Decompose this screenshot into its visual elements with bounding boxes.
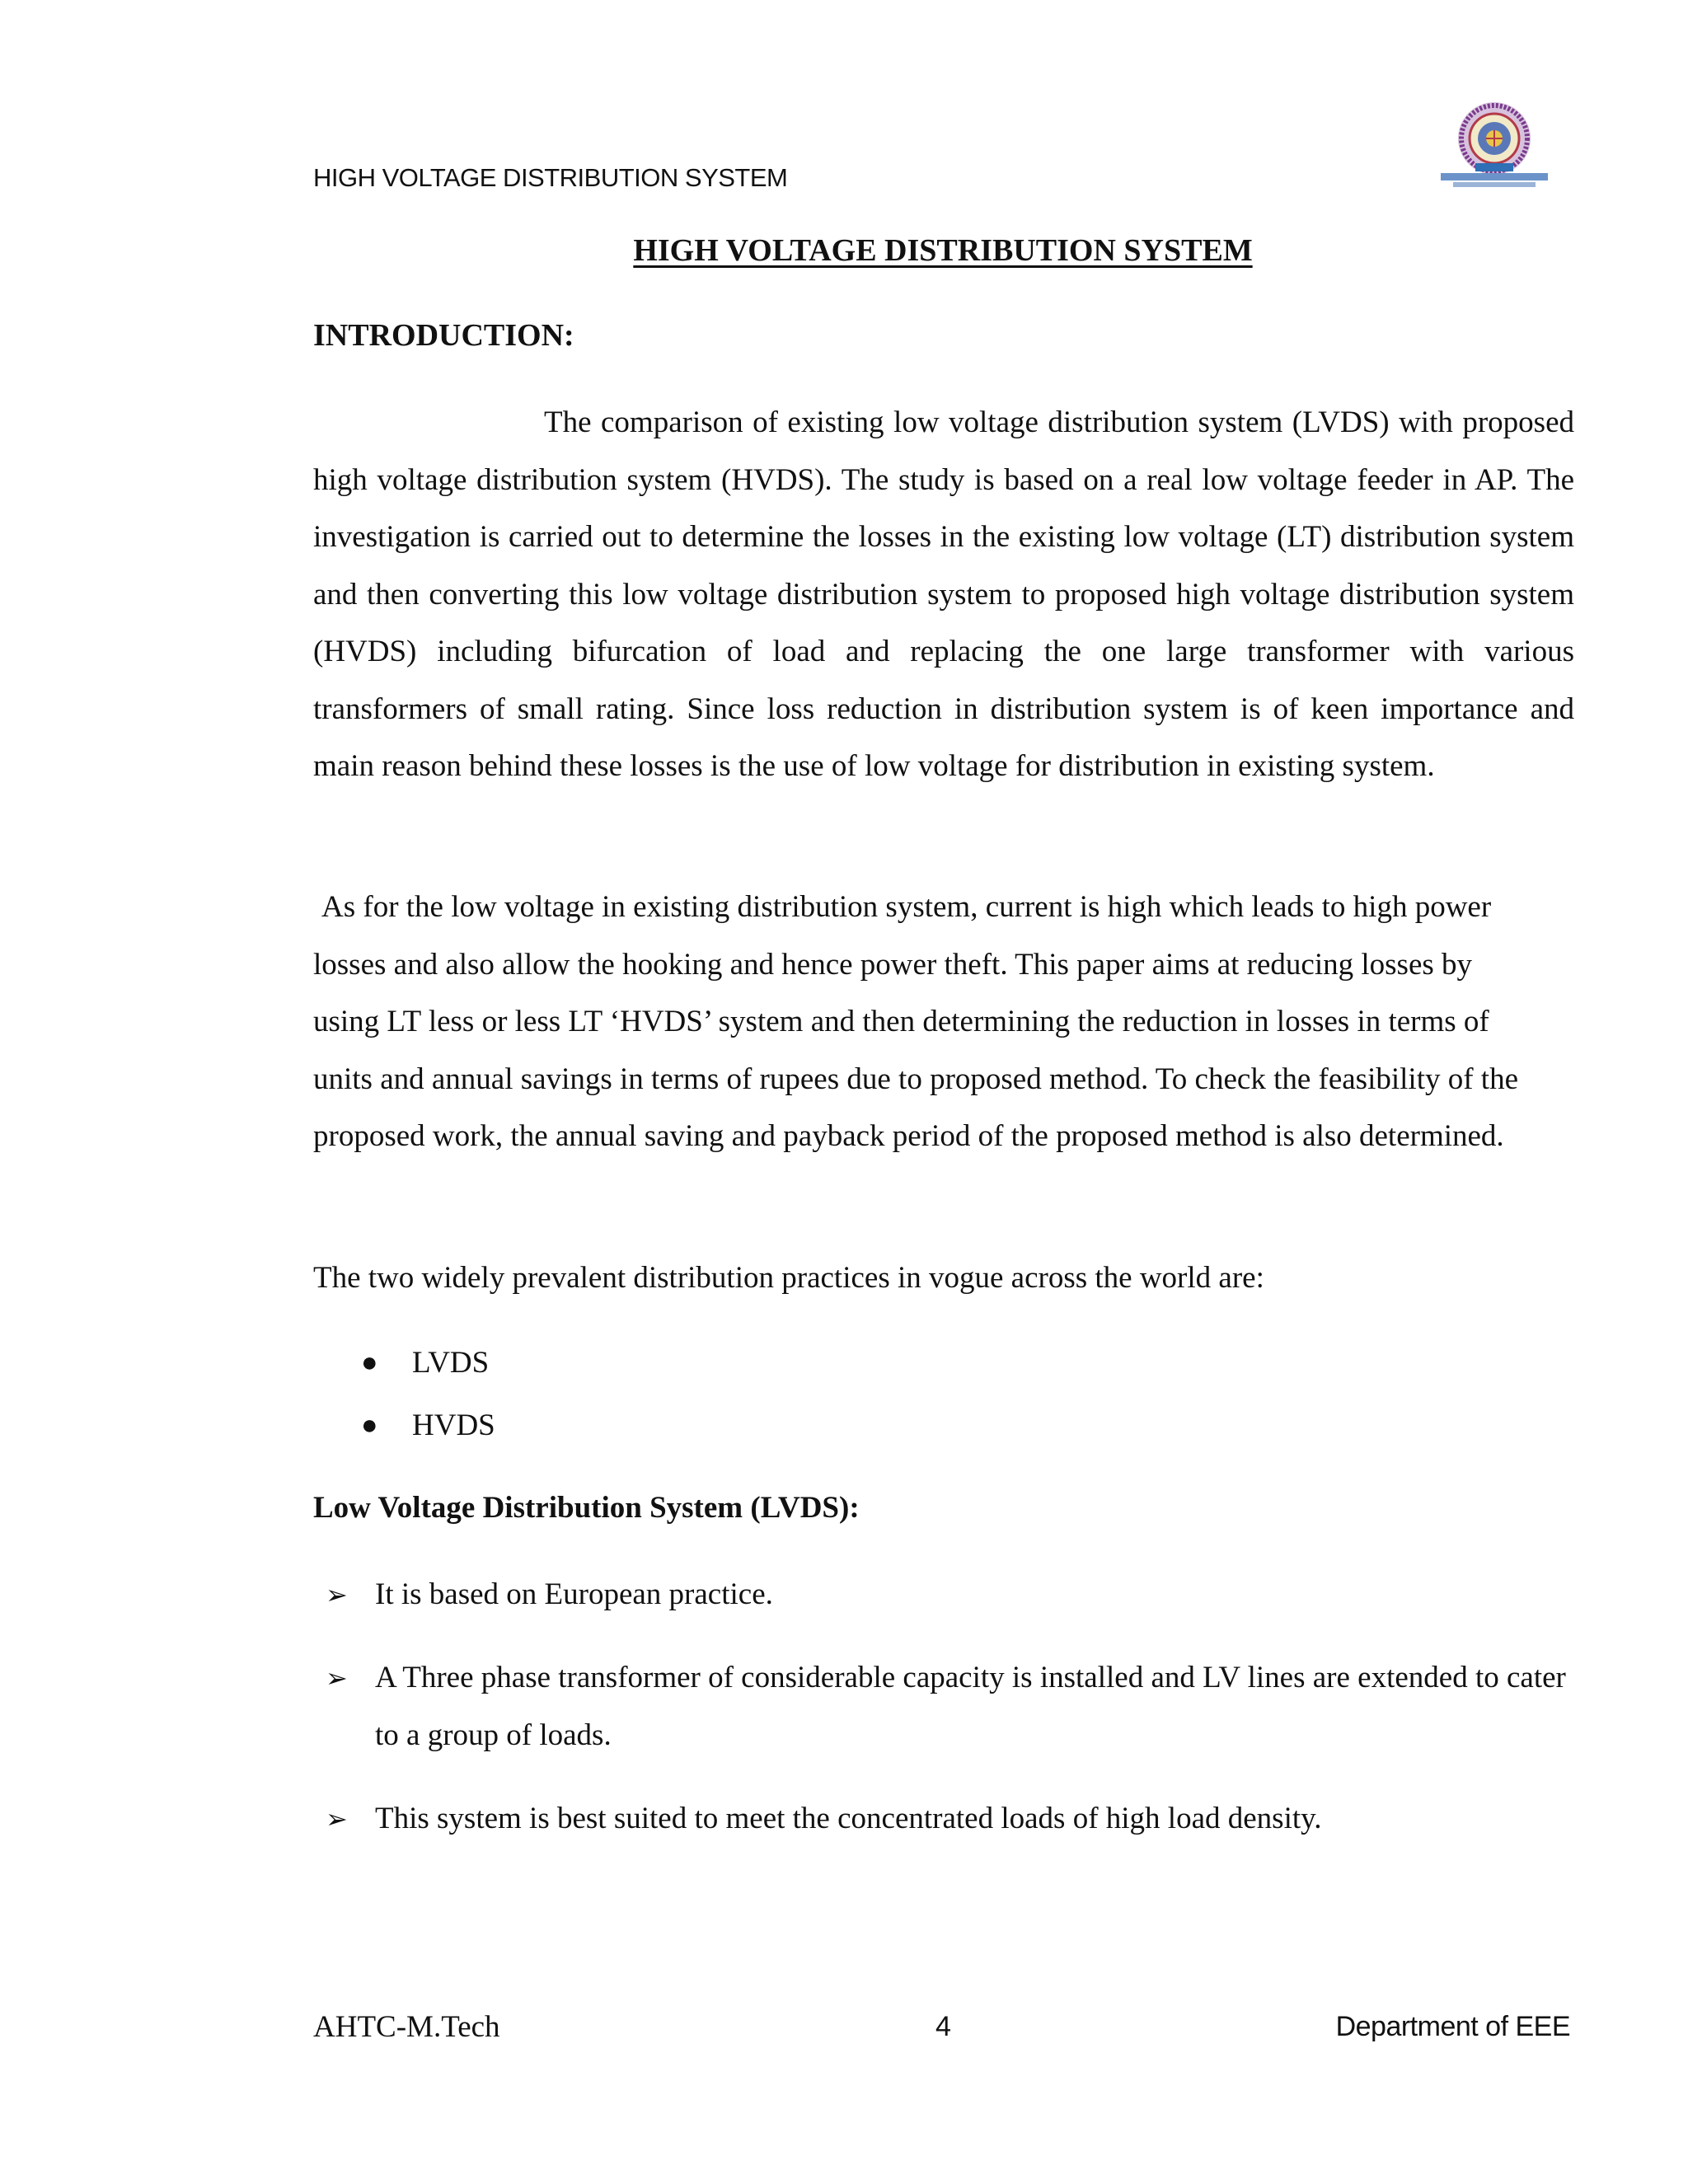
list-item-label: HVDS <box>412 1408 495 1442</box>
list-item <box>313 1332 495 1394</box>
introduction-paragraph-3: The two widely prevalent distribution practices in vogue across the world are: <box>313 1261 1264 1295</box>
running-header: HIGH VOLTAGE DISTRIBUTION SYSTEM <box>313 163 788 192</box>
arrowhead-bullet-icon: ➢ <box>326 1580 348 1610</box>
introduction-paragraph-2: As for the low voltage in existing distribution system, current is high which leads to high power losses and also allow the hooking and hence power theft. This paper aims at reducing losses by using LT less or less LT ‘HVDS’ system and then determining the reduction in losses in terms of units and annual savings in terms of rupees due to proposed method. To check the feasibility of the proposed work, the annual saving and payback period of the proposed method is also determined. <box>313 890 1519 1153</box>
footer-course: AHTC-M.Tech <box>313 2010 500 2044</box>
list-item-text: This system is best suited to meet the concentrated loads of high load density. <box>375 1802 1322 1835</box>
list-item-label: LVDS <box>412 1346 490 1380</box>
document-title-text: HIGH VOLTAGE DISTRIBUTION SYSTEM <box>633 233 1253 268</box>
list-item-text: It is based on European practice. <box>375 1577 773 1611</box>
list-item-text: A Three phase transformer of considerable capacity is installed and LV lines are extended to cater to a group of loads. <box>375 1661 1566 1752</box>
arrowhead-bullet-icon: ➢ <box>326 1804 348 1834</box>
list-item <box>313 1566 1574 1624</box>
page-number: 4 <box>935 2011 951 2042</box>
lvds-heading: Low Voltage Distribution System (LVDS): <box>313 1491 860 1525</box>
bullet-icon: ● <box>361 1410 378 1441</box>
list-item <box>313 1394 495 1457</box>
introduction-paragraph-1: The comparison of existing low voltage distribution system (LVDS) with proposed high voltage distribution system (HVDS). The study is based on a real low voltage feeder in AP. The investigation is carried out to determine the losses in the existing low voltage (LT) distribution system and then converting this low voltage distribution system to proposed high voltage distribution system (HVDS) including bifurcation of load and replacing the one large transformer with various transformers of small rating. Since loss reduction in distribution system is of keen importance and main reason behind these losses is the use of low voltage for distribution in existing system. <box>313 405 1574 783</box>
list-item <box>313 1790 1574 1848</box>
bullet-icon: ● <box>361 1347 378 1378</box>
document-title <box>0 232 1688 269</box>
practices-list <box>313 1332 495 1457</box>
lvds-points-list <box>313 1566 1574 1873</box>
list-item <box>313 1649 1574 1765</box>
arrowhead-bullet-icon: ➢ <box>326 1663 348 1693</box>
introduction-heading: INTRODUCTION: <box>313 318 574 353</box>
institution-seal-logo <box>1438 99 1550 191</box>
footer-department: Department of EEE <box>1335 2011 1570 2042</box>
